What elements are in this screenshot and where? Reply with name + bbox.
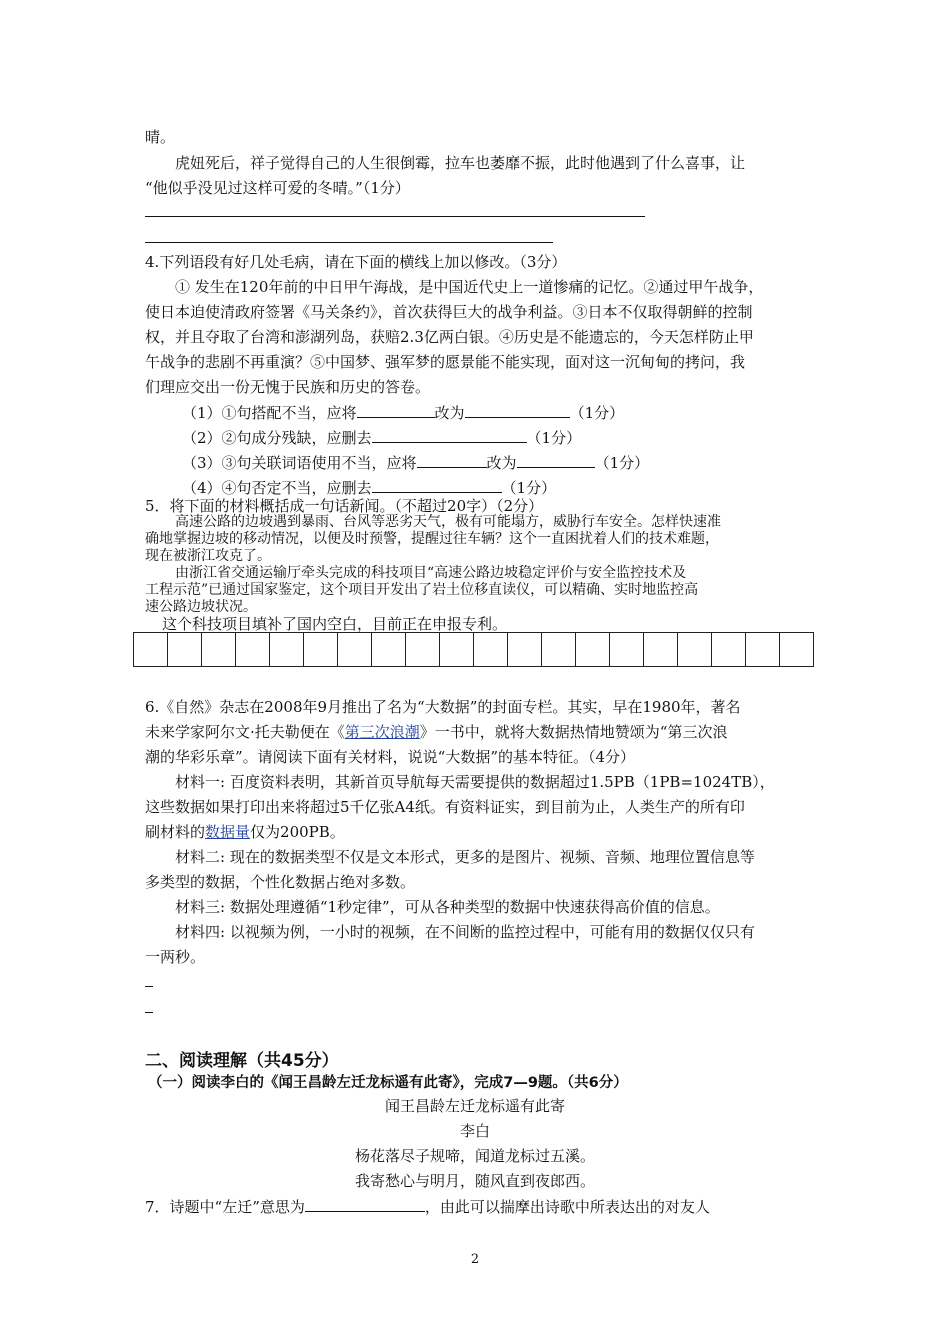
grid-cell[interactable] xyxy=(236,633,270,667)
text-line: 工程示范”已通过国家鉴定，这个项目开发出了岩土位移直读仪，可以精确、实时地监控高 xyxy=(145,582,699,598)
fill-blank[interactable] xyxy=(465,402,570,418)
grid-cell[interactable] xyxy=(542,633,576,667)
material-4: 材料四: 以视频为例，一小时的视频，在不间断的监控过程中，可能有用的数据仅仅只有 xyxy=(175,923,755,941)
fill-blank[interactable] xyxy=(417,452,487,468)
text-line: 现在被浙江攻克了。 xyxy=(145,548,271,564)
sub-question-4: （4）④句否定不当，应删去 （1分） xyxy=(182,479,557,497)
answer-line[interactable] xyxy=(145,1012,153,1013)
sub-question-2: （2）②句成分残缺，应删去 （1分） xyxy=(182,429,582,447)
text-line: 高速公路的边坡遇到暴雨、台风等恶劣天气，极有可能塌方，威胁行车安全。怎样快速准 xyxy=(175,514,721,530)
question-5-title: 5．将下面的材料概括成一句话新闻。（不超过20字）（2分） xyxy=(145,497,544,515)
grid-cell[interactable] xyxy=(168,633,202,667)
question-6-line: 6.《自然》杂志在2008年9月推出了名为“大数据”的封面专栏。其实，早在1980年，著名 xyxy=(145,698,741,716)
grid-cell[interactable] xyxy=(474,633,508,667)
question-7: 7．诗题中“左迁”意思为 ，由此可以揣摩出诗歌中所表达出的对友人 xyxy=(145,1198,710,1216)
grid-cell[interactable] xyxy=(338,633,372,667)
grid-cell[interactable] xyxy=(508,633,542,667)
poem-title: 闻王昌龄左迁龙标遥有此寄 xyxy=(384,1097,565,1115)
material-1: 材料一: 百度资料表明，其新首页导航每天需要提供的数据超过1.5PB（1PB=1024TB）， xyxy=(175,773,775,791)
text-line: 晴。 xyxy=(145,128,176,146)
text-line: 未来学家阿尔文·托夫勒便在《第三次浪潮》一书中，就将大数据热情地赞颂为“第三次浪 xyxy=(145,723,728,741)
section-2-subheading: （一）阅读李白的《闻王昌龄左迁龙标遥有此寄》，完成7—9题。（共6分） xyxy=(148,1075,628,1091)
grid-cell[interactable] xyxy=(610,633,644,667)
text-line: 虎妞死后，祥子觉得自己的人生很倒霉，拉车也萎靡不振，此时他遇到了什么喜事，让 xyxy=(175,154,746,172)
grid-cell[interactable] xyxy=(576,633,610,667)
page-number: 2 xyxy=(470,1252,480,1267)
answer-line[interactable] xyxy=(145,242,553,243)
text-line: 们理应交出一份无愧于民族和历史的答卷。 xyxy=(145,378,431,396)
grid-cell[interactable] xyxy=(304,633,338,667)
sub-question-3: （3）③句关联词语使用不当，应将 改为 （1分） xyxy=(182,454,650,472)
text-line: 潮的华彩乐章”。请阅读下面有关材料，说说“大数据”的基本特征。（4分） xyxy=(145,748,636,766)
grid-cell[interactable] xyxy=(406,633,440,667)
text-line: 这个科技项目填补了国内空白，目前正在申报专利。 xyxy=(162,615,508,633)
text-line: “他似乎没见过这样可爱的冬晴。”（1分） xyxy=(145,179,410,197)
data-volume-link[interactable]: 数据量 xyxy=(205,823,251,841)
poem-line: 我寄愁心与明月，随风直到夜郎西。 xyxy=(354,1172,595,1190)
text-line: 午战争的悲剧不再重演？⑤中国梦、强军梦的愿景能不能实现，面对这一沉甸甸的拷问，我 xyxy=(145,353,746,371)
text-line: 由浙江省交通运输厅牵头完成的科技项目“高速公路边坡稳定评价与安全监控技术及 xyxy=(175,565,687,581)
grid-cell[interactable] xyxy=(372,633,406,667)
text-line: ① 发生在120年前的中日甲午海战，是中国近代史上一道惨痛的记忆。②通过甲午战争， xyxy=(175,278,764,296)
fill-blank[interactable] xyxy=(357,402,435,418)
grid-cell[interactable] xyxy=(644,633,678,667)
grid-cell[interactable] xyxy=(134,633,168,667)
material-2: 材料二: 现在的数据类型不仅是文本形式，更多的是图片、视频、音频、地理位置信息等 xyxy=(175,848,755,866)
text-line: 速公路边坡状况。 xyxy=(145,599,257,615)
text-line: 确地掌握边坡的移动情况，以便及时预警，提醒过往车辆？这个一直困扰着人们的技术难题， xyxy=(145,531,719,547)
grid-cell[interactable] xyxy=(746,633,780,667)
text-line: 这些数据如果打印出来将超过5千亿张A4纸。有资料证实，到目前为止，人类生产的所有印 xyxy=(145,798,745,816)
text-line: 多类型的数据，个性化数据占绝对多数。 xyxy=(145,873,416,891)
fill-blank[interactable] xyxy=(372,427,527,443)
grid-cell[interactable] xyxy=(780,633,814,667)
grid-cell[interactable] xyxy=(678,633,712,667)
grid-cell[interactable] xyxy=(270,633,304,667)
answer-line[interactable] xyxy=(145,986,153,987)
question-4-title: 4.下列语段有好几处毛病，请在下面的横线上加以修改。（3分） xyxy=(145,253,567,271)
material-3: 材料三: 数据处理遵循“1秒定律”，可从各种类型的数据中快速获得高价值的信息。 xyxy=(175,898,720,916)
fill-blank[interactable] xyxy=(372,477,502,493)
text-line: 一两秒。 xyxy=(145,948,206,966)
grid-cell[interactable] xyxy=(712,633,746,667)
fill-blank[interactable] xyxy=(305,1196,425,1212)
poem-line: 杨花落尽子规啼，闻道龙标过五溪。 xyxy=(354,1147,595,1165)
answer-grid[interactable] xyxy=(133,632,814,667)
poem-author: 李白 xyxy=(459,1122,490,1140)
text-line: 刷材料的数据量仅为200PB。 xyxy=(145,823,345,841)
section-2-heading: 二、阅读理解（共45分） xyxy=(145,1051,339,1071)
fill-blank[interactable] xyxy=(517,452,595,468)
text-line: 使日本迫使清政府签署《马关条约》，首次获得巨大的战争利益。③日本不仅取得朝鲜的控制 xyxy=(145,303,753,321)
book-link[interactable]: 第三次浪潮 xyxy=(344,723,420,741)
text-line: 权，并且夺取了台湾和澎湖列岛，获赔2.3亿两白银。④历史是不能遗忘的，今天怎样防止甲 xyxy=(145,328,754,346)
grid-cell[interactable] xyxy=(202,633,236,667)
grid-cell[interactable] xyxy=(440,633,474,667)
answer-line[interactable] xyxy=(145,216,645,217)
sub-question-1: （1）①句搭配不当，应将 改为 （1分） xyxy=(182,404,625,422)
